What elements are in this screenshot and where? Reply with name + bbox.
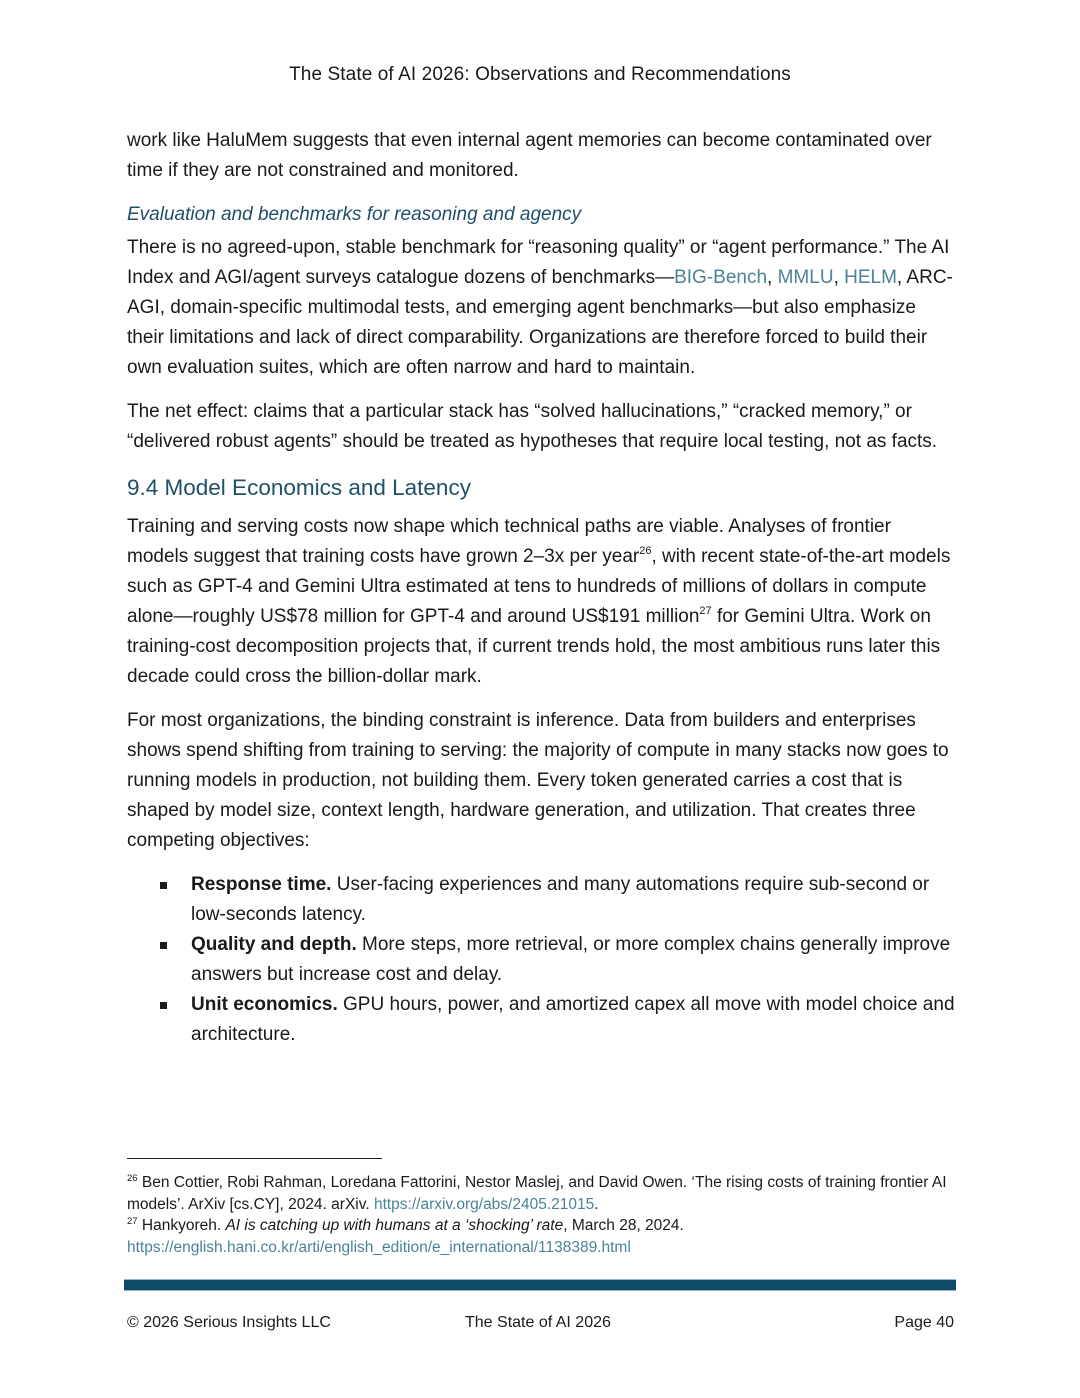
list-item [191, 990, 957, 1050]
footnote-link-arxiv[interactable]: https://arxiv.org/abs/2405.21015 [373, 1195, 595, 1213]
footer-page-number: Page 40 [894, 1314, 954, 1331]
link-mmlu[interactable]: MMLU [777, 267, 834, 288]
footnote-link-hani[interactable]: https://english.hani.co.kr/arti/english_edition/e_international/1138389.html [127, 1238, 631, 1256]
square-bullet-icon [160, 882, 167, 889]
subheading-evaluation: Evaluation and benchmarks for reasoning and agency [127, 204, 582, 225]
link-big-bench[interactable]: BIG-Bench [674, 267, 768, 288]
bullet-text: More steps, more retrieval, or more complex chains generally improve answers but increase cost and delay. [191, 934, 951, 985]
section-heading-model-economics: 9.4 Model Economics and Latency [127, 475, 471, 500]
paragraph-net-effect: The net effect: claims that a particular stack has “solved hallucinations,” “cracked memory,” or “delivered robust agents” should be treated as hypotheses that require local testing, not as facts. [127, 401, 938, 452]
footnote-divider [127, 1158, 382, 1159]
bullet-term: Quality and depth. [191, 934, 357, 955]
footnote-ref-26[interactable]: 26 [639, 545, 652, 557]
footnote-date: , March 28, 2024. [563, 1217, 684, 1234]
page-footer [127, 1314, 954, 1336]
footnote-27 [127, 1215, 957, 1258]
paragraph-halumem: work like HaluMem suggests that even internal agent memories can become contaminated over time if they are not constrained and monitored. [127, 130, 932, 181]
paragraph-inference: For most organizations, the binding constraint is inference. Data from builders and enterprises shows spend shifting from training to serving: the majority of compute in many stacks now goes to running models in production, not building them. Every token generated carries a cost that is shaped by model size, context length, hardware generation, and utilization. That creates three competing objectives: [127, 710, 949, 851]
footnotes [127, 1172, 957, 1258]
separator: , [767, 267, 778, 288]
footer-bar [124, 1279, 956, 1291]
main-content [127, 126, 957, 1050]
paragraph-training-costs [127, 512, 957, 692]
footnote-text: Ben Cottier, Robi Rahman, Loredana Fattorini, Nestor Maslej, and David Owen. ‘The rising costs of training frontier AI models’. ArXiv [cs.CY], 2024. arXiv. [127, 1174, 947, 1213]
objectives-list [127, 870, 957, 1050]
training-text-3: for Gemini Ultra. Work on training-cost decomposition projects that, if current trends hold, the most ambitious runs later this decade could cross the billion-dollar mark. [127, 606, 941, 687]
footnote-ref-27[interactable]: 27 [699, 605, 712, 617]
training-text-2: , with recent state-of-the-art models such as GPT-4 and Gemini Ultra estimated at tens to hundreds of millions of dollars in compute alone—roughly US$78 million for GPT-4 and around US$191 million [127, 546, 951, 627]
bullet-term: Unit economics. [191, 994, 338, 1015]
training-text-1: Training and serving costs now shape which technical paths are viable. Analyses of frontier models suggest that training costs have grown 2–3x per year [127, 516, 891, 567]
separator: , [833, 267, 845, 288]
benchmarks-text-1: There is no agreed-upon, stable benchmark for “reasoning quality” or “agent performance.” The AI Index and AGI/agent surveys catalogue dozens of benchmarks— [127, 237, 950, 288]
benchmarks-text-2: , ARC-AGI, domain-specific multimodal tests, and emerging agent benchmarks—but also emphasize their limitations and lack of direct comparability. Organizations are therefore forced to build their own evaluation suites, which are often narrow and hard to maintain. [127, 267, 953, 378]
bullet-text: GPU hours, power, and amortized capex all move with model choice and architecture. [191, 994, 955, 1045]
square-bullet-icon [160, 942, 167, 949]
list-item [191, 870, 957, 930]
footnote-number: 27 [127, 1216, 138, 1227]
list-item [191, 930, 957, 990]
page-header-title: The State of AI 2026: Observations and Recommendations [289, 64, 791, 85]
footnote-article-title: AI is catching up with humans at a ‘shocking’ rate [225, 1217, 564, 1234]
footnote-text: Hankyoreh. [137, 1217, 226, 1234]
link-helm[interactable]: HELM [844, 267, 897, 288]
footnote-26 [127, 1172, 957, 1215]
paragraph-benchmarks [127, 233, 957, 383]
footnote-number: 26 [127, 1173, 138, 1184]
footer-doc-title: The State of AI 2026 [465, 1314, 611, 1331]
footer-copyright: © 2026 Serious Insights LLC [127, 1314, 331, 1331]
bullet-term: Response time. [191, 874, 332, 895]
footnote-trailing: . [594, 1195, 599, 1213]
square-bullet-icon [160, 1002, 167, 1009]
bullet-text: User-facing experiences and many automations require sub-second or low-seconds latency. [191, 874, 930, 925]
